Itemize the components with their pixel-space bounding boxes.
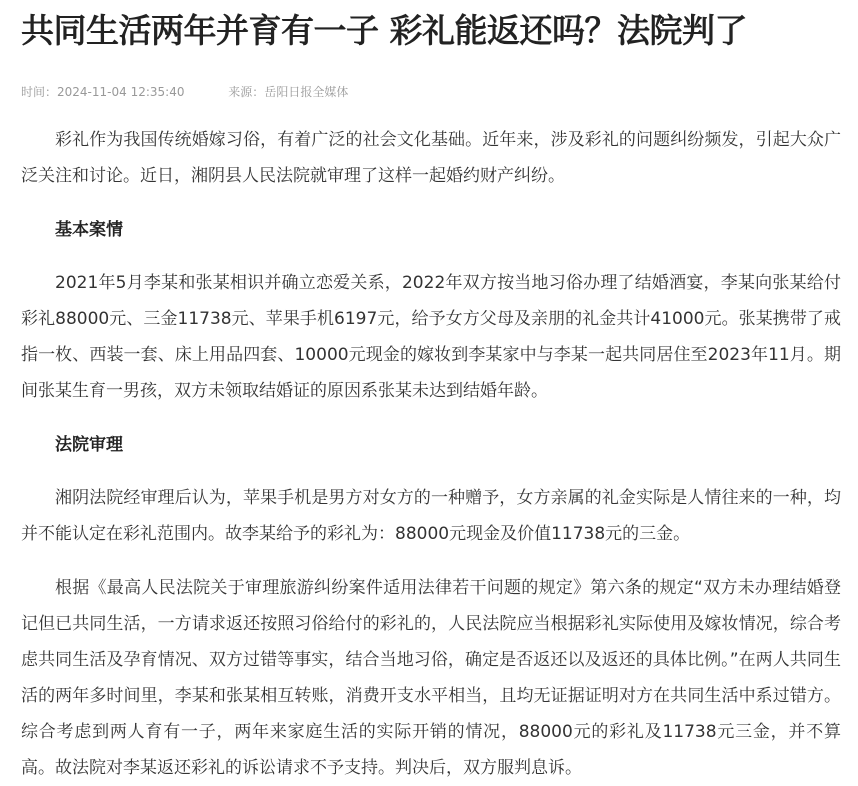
article-meta xyxy=(21,84,348,100)
source-label: 来源： xyxy=(228,85,265,99)
article-title: 共同生活两年并育有一子 彩礼能返还吗？法院判了 xyxy=(21,11,747,50)
publish-time-label: 时间： xyxy=(21,85,58,99)
source-name: 岳阳日报全媒体 xyxy=(264,85,349,99)
section-heading-court: 法院审理 xyxy=(55,435,123,455)
case-paragraph: 2021年5月李某和张某相识并确立恋爱关系，2022年双方按当地习俗办理了结婚酒宴，李某向张某给付彩礼88000元、三金11738元、苹果手机6197元，给予女方父母及亲朋的礼金共计41000元。张某携带了戒指一枚、西装一套、床上用品四套、10000元现金的嫁妆到李某家中与李某一起共同居住至2023年11月。期间张某生育一男孩，双方未领取结婚证的原因系张某未达到结婚年龄。 xyxy=(21,273,841,401)
court-paragraph-2: 根据《最高人民法院关于审理旅游纠纷案件适用法律若干问题的规定》第六条的规定“双方未办理结婚登记但已共同生活，一方请求返还按照习俗给付的彩礼的，人民法院应当根据彩礼实际使用及嫁妆情况，综合考虑共同生活及孕育情况、双方过错等事实，结合当地习俗，确定是否返还以及返还的具体比例。”在两人共同生活的两年多时间里，李某和张某相互转账，消费开支水平相当，且均无证据证明对方在共同生活中系过错方。综合考虑到两人育有一子，两年来家庭生活的实际开销的情况，88000元的彩礼及11738元三金，并不算高。故法院对李某返还彩礼的诉讼请求不予支持。判决后，双方服判息诉。 xyxy=(21,578,841,778)
publish-time: 2024-11-04 12:35:40 xyxy=(57,85,185,99)
intro-paragraph: 彩礼作为我国传统婚嫁习俗，有着广泛的社会文化基础。近年来，涉及彩礼的问题纠纷频发，引起大众广泛关注和讨论。近日，湘阴县人民法院就审理了这样一起婚约财产纠纷。 xyxy=(21,130,841,186)
court-paragraph-1: 湘阴法院经审理后认为，苹果手机是男方对女方的一种赠予，女方亲属的礼金实际是人情往来的一种，均并不能认定在彩礼范围内。故李某给予的彩礼为：88000元现金及价值11738元的三金。 xyxy=(21,488,841,544)
article-body xyxy=(21,122,841,786)
section-heading-case: 基本案情 xyxy=(55,220,123,240)
